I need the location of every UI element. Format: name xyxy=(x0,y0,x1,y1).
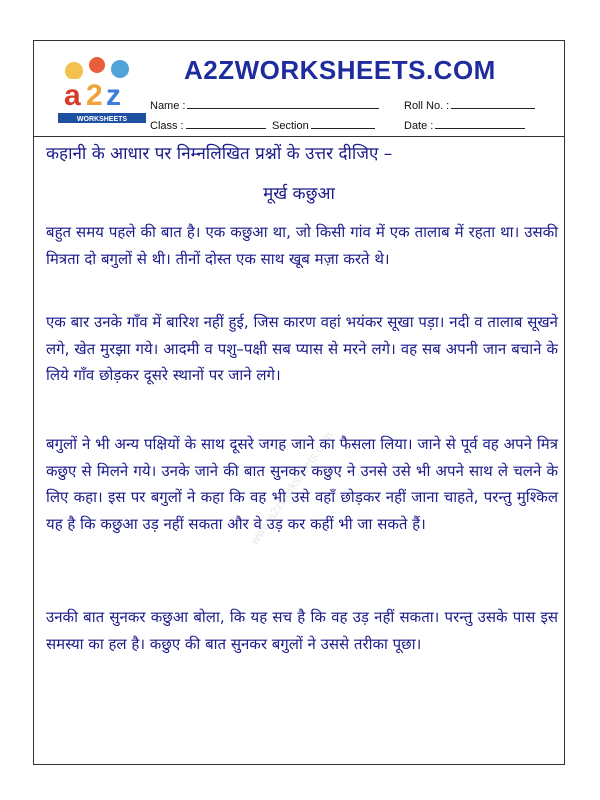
date-field[interactable] xyxy=(404,118,525,132)
site-title: A2ZWORKSHEETS.COM xyxy=(184,55,496,85)
story-title: मूर्ख कछुआ xyxy=(263,184,335,204)
story-paragraph-4: उनकी बात सुनकर कछुआ बोला, कि यह सच है कि वह उड़ नहीं सकता। परन्तु उसके पास इस समस्या का हल है। कछुए की बात सुनकर बगुलों ने उससे तरीका पूछा। xyxy=(46,608,558,653)
logo-graphic xyxy=(52,55,152,127)
worksheet-header xyxy=(34,41,564,136)
watermark: www.a2zworksheets.com xyxy=(246,428,336,548)
name-field[interactable] xyxy=(150,98,379,112)
roll-line[interactable] xyxy=(451,98,535,109)
svg-text:WORKSHEETS: WORKSHEETS xyxy=(76,116,128,123)
name-line[interactable] xyxy=(187,98,379,109)
story-paragraph-1: बहुत समय पहले की बात है। एक कछुआ था, जो किसी गांव में एक तालाब में रहता था। उसकी मित्रता दो बगुलों से थी। तीनों दोस्त एक साथ खूब मज़ा करते थे। xyxy=(46,223,558,268)
svg-text:a: a xyxy=(64,79,81,112)
class-label: Class : xyxy=(150,120,184,132)
site-logo xyxy=(52,55,152,127)
section-field[interactable] xyxy=(272,118,375,132)
date-label: Date : xyxy=(404,120,434,132)
roll-label: Roll No. : xyxy=(404,100,450,112)
section-line[interactable] xyxy=(311,118,375,129)
section-label: Section xyxy=(272,120,309,132)
class-field[interactable] xyxy=(150,118,266,132)
worksheet-frame xyxy=(33,40,565,765)
date-line[interactable] xyxy=(435,118,525,129)
header-divider xyxy=(34,136,564,137)
class-line[interactable] xyxy=(186,118,266,129)
story-paragraph-3: बगुलों ने भी अन्य पक्षियों के साथ दूसरे जगह जाने का फैसला लिया। जाने से पूर्व वह अपने मित्र कछुए से मिलने गये। उनके जाने की बात सुनकर कछुए ने उनसे उसे भी अपने साथ ले चलने के लिए कहा। इस पर बगुलों ने कहा कि वह भी उसे वहाँ छोड़कर नहीं जाना चाहते, परन्तु मुश्किल यह है कि कछुआ उड़ नहीं सकता और वे उड़ कर कहीं भी जा सकते हैं। xyxy=(46,435,558,533)
svg-text:z: z xyxy=(106,79,121,112)
roll-field[interactable] xyxy=(404,98,535,112)
story-paragraph-2: एक बार उनके गाँव में बारिश नहीं हुई, जिस कारण वहां भयंकर सूखा पड़ा। नदी व तालाब सूखने लगे, खेत मुरझा गये। आदमी व पशु–पक्षी सब प्यास से मरने लगे। वह सब अपनी जान बचाने के लिये गाँव छोड़कर दूसरे स्थानों पर जाने लगे। xyxy=(46,313,558,384)
name-label: Name : xyxy=(150,100,186,112)
instruction-text: कहानी के आधार पर निम्नलिखित प्रश्नों के उत्तर दीजिए – xyxy=(46,144,393,164)
svg-text:2: 2 xyxy=(86,79,103,112)
